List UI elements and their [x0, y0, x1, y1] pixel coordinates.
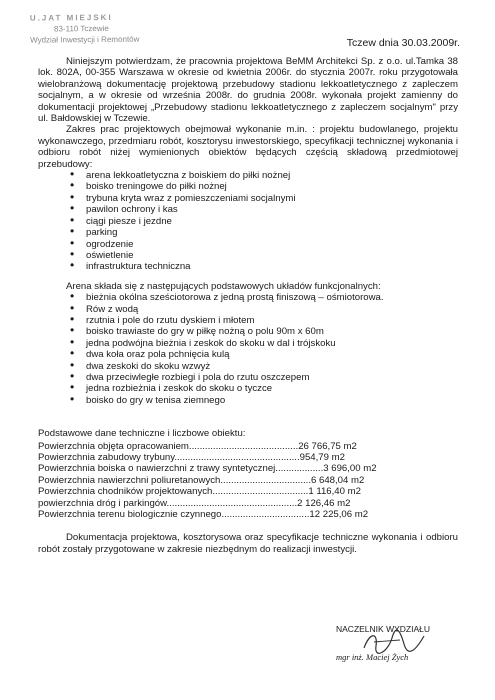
arena-list	[38, 292, 458, 406]
technical-data-title: Podstawowe dane techniczne i liczbowe obiektu:	[38, 428, 246, 440]
list-item: • parking	[86, 227, 458, 238]
list-item: • infrastruktura techniczna	[86, 261, 458, 272]
list-item: • trybuna kryta wraz z pomieszczeniami socjalnymi	[86, 193, 458, 204]
table-row: Powierzchnia boiska o nawierzchni z trawy syntetycznej..................3 696,00 m2	[38, 463, 377, 475]
stamp-line-1: U.JAT MIEJSKI	[29, 12, 113, 23]
arena-intro: Arena składa się z następujących podstawowych układów funkcjonalnych:	[66, 280, 381, 292]
list-item: • boisko do gry w tenisa ziemnego	[86, 395, 458, 406]
list-item: • dwa koła oraz pola pchnięcia kulą	[86, 349, 458, 360]
table-row: powierzchnia dróg i parkingów.................................................2 126,46 m2	[38, 497, 351, 509]
signature-title: NACZELNIK WYDZIAŁU	[336, 624, 430, 634]
document-date: Tczew dnia 30.03.2009r.	[346, 37, 460, 49]
signature-name: mgr inż. Maciej Żych	[336, 652, 409, 662]
list-item: • dwa zeskoki do skoku wzwyż	[86, 361, 458, 372]
list-item: • jedna podwójna bieżnia i zeskok do skoku w dal i trójskoku	[86, 338, 458, 349]
objects-list	[38, 170, 458, 273]
scope-paragraph: Zakres prac projektowych obejmował wykonanie m.in. : projektu budowlanego, projektu wykonawczego, przedmiaru robót, kosztorysu inwestorskiego, specyfikacji technicznej wykonania i odbioru robót niżej wymienionych obiektów będących częścią składową przedmiotowej przebudowy:	[38, 124, 458, 170]
table-row: Powierzchnia nawierzchni poliuretanowych..................................6 648,04 m2	[38, 474, 365, 486]
office-stamp	[30, 11, 180, 45]
list-item: • dwa przeciwległe rozbiegi i pola do rzutu oszczepem	[86, 372, 458, 383]
table-row: Powierzchnia terenu biologicznie czynnego.................................12 225,06 m2	[38, 509, 369, 521]
stamp-line-2: 83-110 Tczewie	[53, 23, 109, 34]
list-item: • ogrodzenie	[86, 239, 458, 250]
signature-block	[336, 624, 430, 663]
intro-paragraph: Niniejszym potwierdzam, że pracownia projektowa BeMM Architekci Sp. z o.o. ul.Tamka 38 lok. 802A, 00-355 Warszawa w okresie od kwietnia 2006r. do stycznia 2007r. roku przygotowała wielobranżową dokumentację projektową przebudowy stadionu lekkoatletycznego z zapleczem socjalnym, a w okresie od września 2008r. do grudnia 2008r. wykonała projekt zamienny do dokumentacji projektowej „Przebudowy stadionu lekkoatletycznego z zapleczem socjalnym" przy ul. Bałdowskiej w Tczewie.	[38, 56, 458, 125]
table-row: Powierzchnia objęta opracowaniem.........................................26 766,75 m2	[38, 440, 357, 452]
list-item: • bieżnia okólna sześciotorowa z jedną prostą finiszową – ośmiotorowa.	[86, 292, 458, 303]
stamp-line-3: Wydział Inwestycji i Remontów	[30, 34, 140, 45]
table-row: Powierzchnia chodników projektowanych....................................1 116,40 m2	[38, 486, 361, 498]
table-row: Powierzchnia zabudowy trybuny...............................................954,79 m2	[38, 452, 345, 463]
list-item: • boisko trawiaste do gry w piłkę nożną o polu 90m x 60m	[86, 326, 458, 337]
letter-body	[38, 56, 458, 555]
list-item: • arena lekkoatletyczna z boiskiem do piłki nożnej	[86, 170, 458, 181]
list-item: • oświetlenie	[86, 250, 458, 261]
list-item: • pawilon ochrony i kas	[86, 204, 458, 215]
technical-data	[38, 428, 458, 520]
closing-paragraph: Dokumentacja projektowa, kosztorysowa oraz specyfikacje techniczne wykonania i odbioru robót zostały przygotowane w zakresie niezbędnym do realizacji inwestycji.	[38, 532, 458, 555]
list-item: • Rów z wodą	[86, 304, 458, 315]
list-item: • boisko treningowe do piłki nożnej	[86, 181, 458, 192]
list-item: • jedna rozbieżnia i zeskok do skoku o tyczce	[86, 383, 458, 394]
list-item: • rzutnia i pole do rzutu dyskiem i młotem	[86, 315, 458, 326]
list-item: • ciągi piesze i jezdne	[86, 216, 458, 227]
